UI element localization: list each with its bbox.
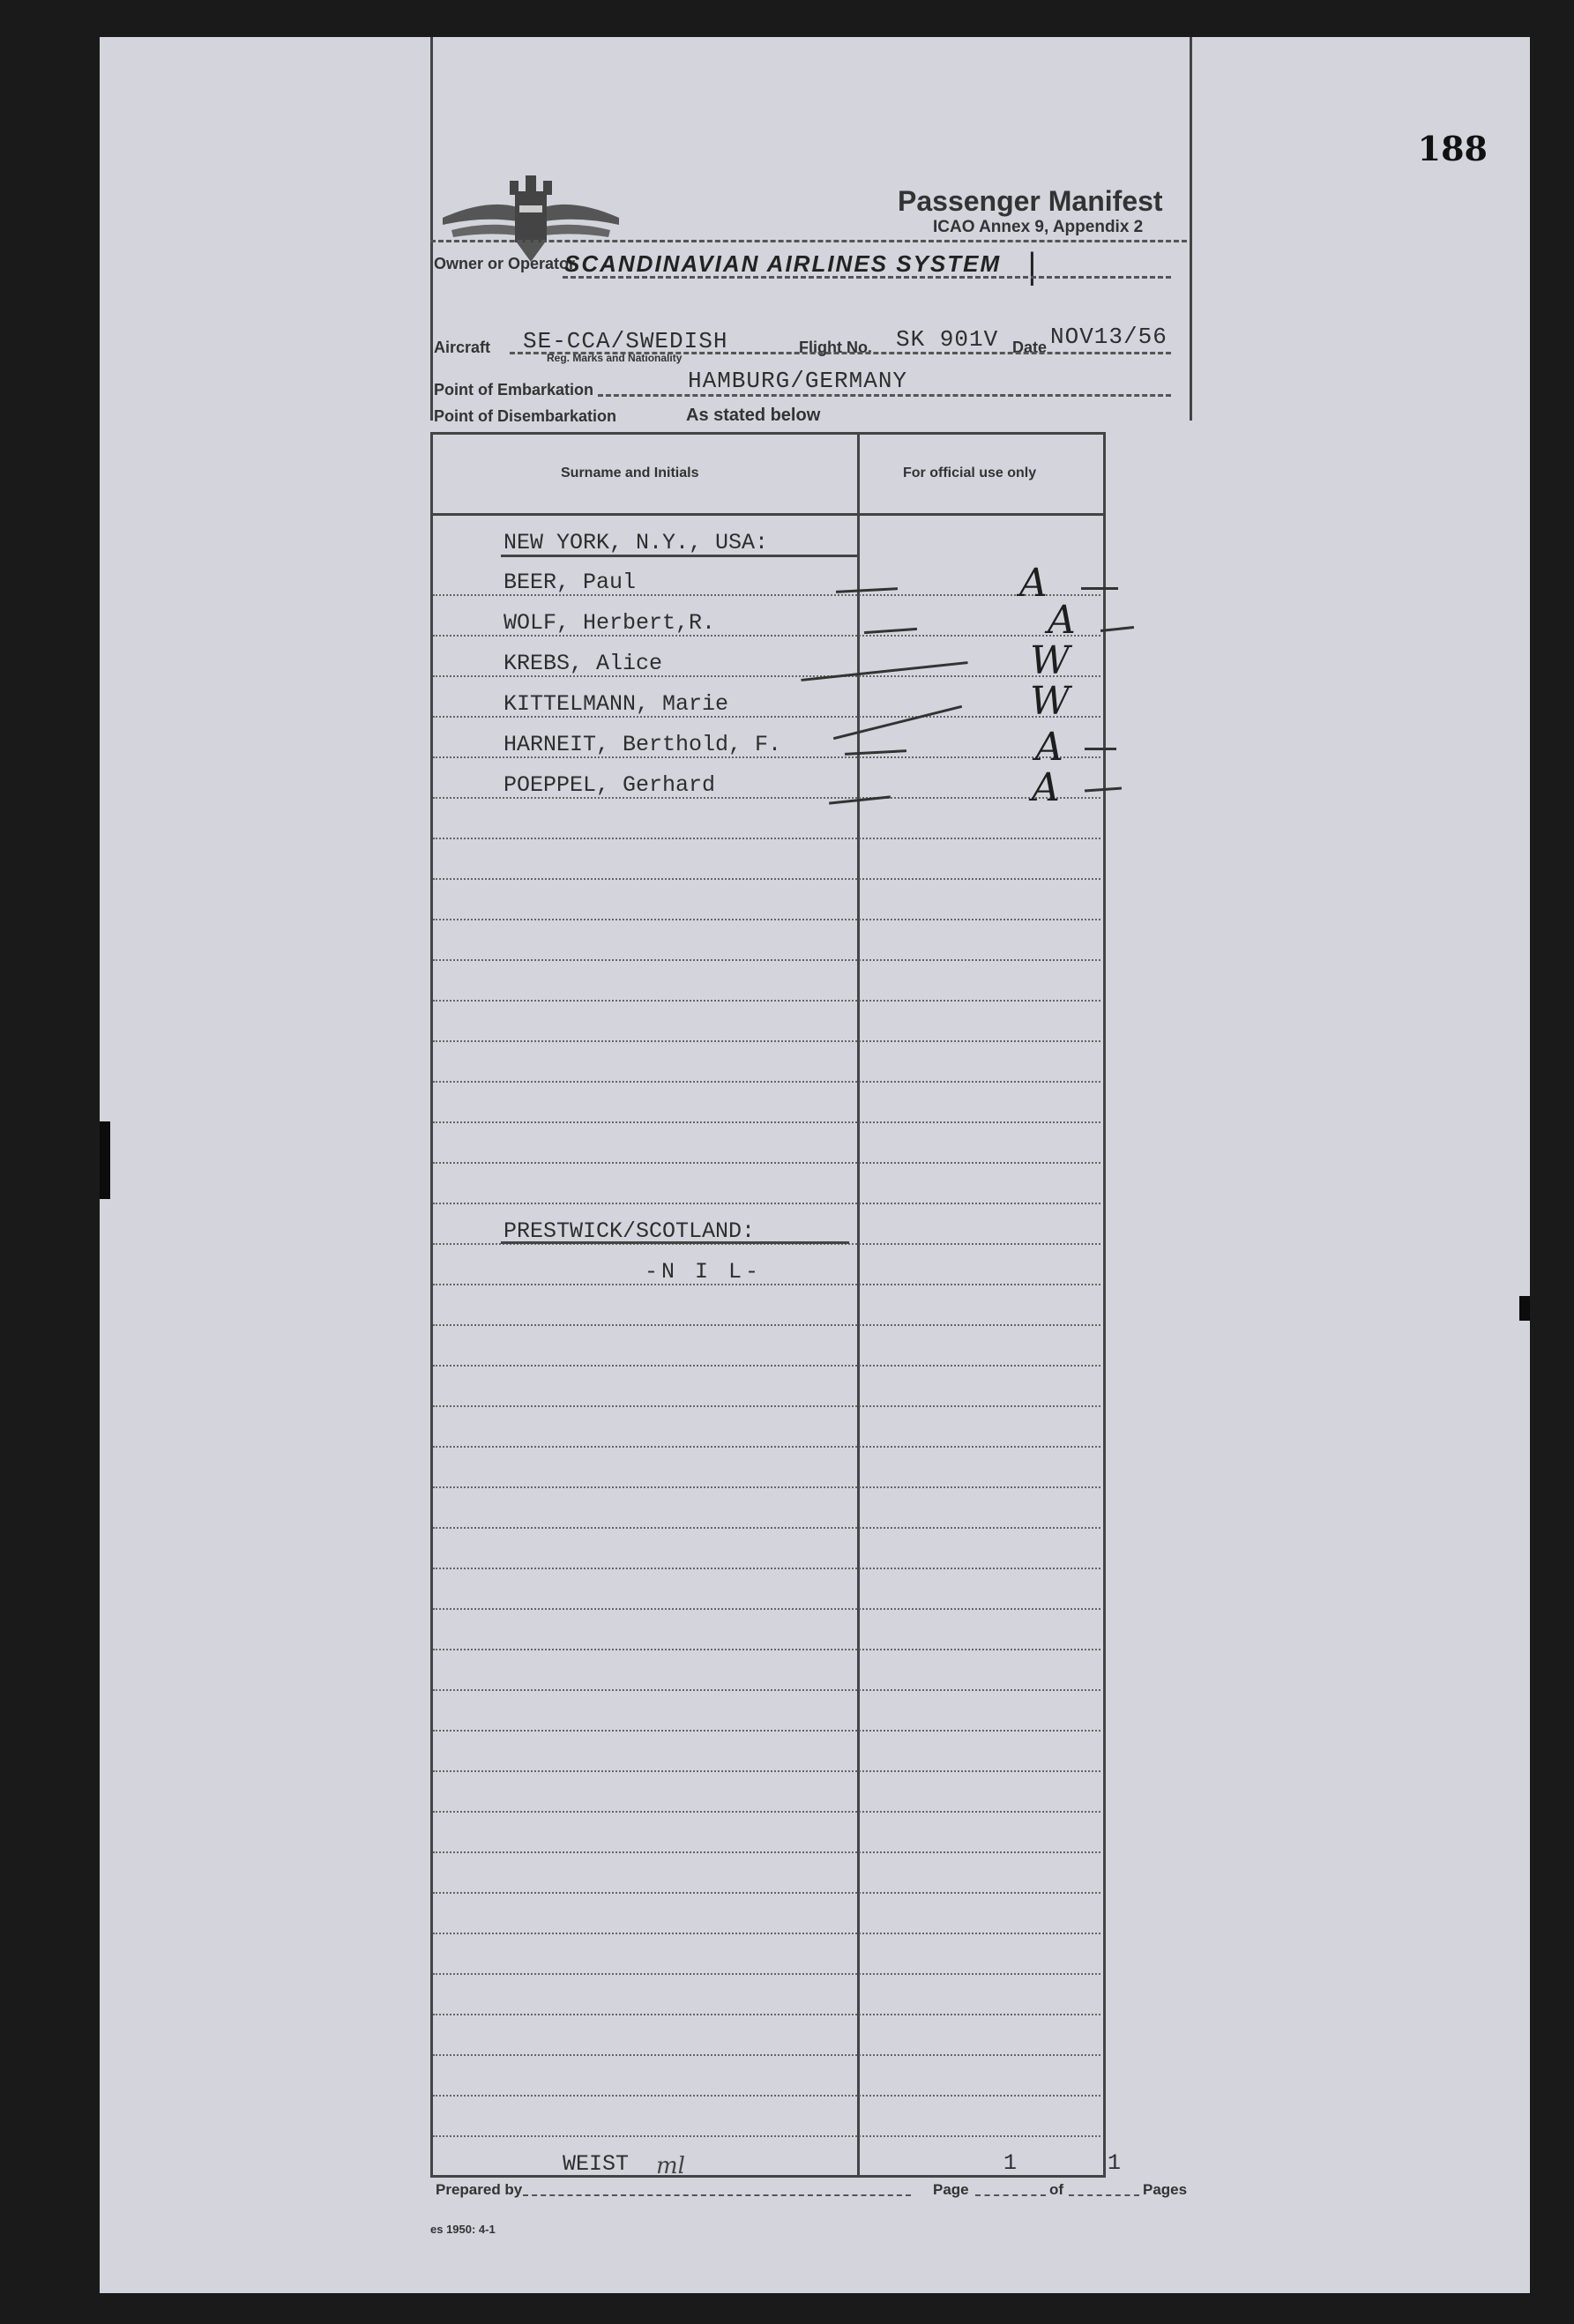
official-mark: A [1035, 725, 1063, 770]
column-divider [857, 432, 860, 2175]
prepared-by-label: Prepared by [436, 2181, 523, 2198]
prepared-by-rule [523, 2194, 911, 2196]
official-dash [1085, 748, 1116, 750]
table-row-line [433, 1649, 1100, 1650]
footer-rule [430, 2175, 1103, 2178]
manifest-title: Passenger Manifest [898, 185, 1163, 217]
of-value: 1 [1108, 2150, 1122, 2176]
page-value: 1 [1003, 2150, 1018, 2176]
table-row-line [433, 878, 1100, 880]
passenger-name: KITTELMANN, Marie [504, 691, 729, 717]
table-row-line [433, 1892, 1100, 1894]
table-row-line [433, 919, 1100, 920]
official-mark: W [1030, 638, 1070, 683]
passenger-name: BEER, Paul [504, 570, 637, 595]
table-row-line [433, 2135, 1100, 2137]
table-row-line [433, 1527, 1100, 1529]
prepared-by-value: WEIST [563, 2151, 630, 2177]
table-row-line [433, 1568, 1100, 1569]
manifest-sheet [100, 37, 1530, 2293]
owner-tick-mark: | [1026, 247, 1038, 286]
disembark-value: As stated below [686, 406, 821, 425]
official-mark: A [1048, 598, 1076, 643]
table-row-line [433, 1730, 1100, 1732]
table-row-line [433, 1203, 1100, 1204]
group-heading-underline [501, 1241, 849, 1244]
form-code: es 1950: 4-1 [430, 2223, 496, 2236]
passenger-manifest-form [430, 37, 1294, 2293]
embark-label: Point of Embarkation [434, 381, 594, 399]
table-row-line [433, 959, 1100, 961]
official-mark: W [1030, 679, 1070, 724]
of-label: of [1049, 2181, 1064, 2198]
table-header-rule [430, 513, 1103, 516]
nil-entry: -N I L- [645, 1259, 763, 1285]
disembark-label: Point of Disembarkation [434, 407, 617, 425]
table-row-line [433, 1446, 1100, 1448]
table-row-line [433, 838, 1100, 839]
scan-edge-mark [100, 1121, 110, 1199]
group-heading-new-york: NEW YORK, N.Y., USA: [504, 530, 769, 555]
group-heading-prestwick: PRESTWICK/SCOTLAND: [504, 1218, 756, 1244]
owner-value: SCANDINAVIAN AIRLINES SYSTEM [564, 250, 1002, 277]
table-row-line [433, 1689, 1100, 1691]
table-row-line [433, 1608, 1100, 1610]
aircraft-sublabel: Reg. Marks and Nationality [547, 352, 683, 364]
owner-label: Owner or Operator [434, 255, 576, 272]
official-dash [1081, 587, 1118, 590]
flight-value: SK 901V [896, 326, 999, 353]
of-rule [1069, 2194, 1139, 2196]
official-mark: A [1032, 765, 1060, 810]
table-row-line [433, 1973, 1100, 1975]
date-label: Date [1012, 339, 1048, 356]
table-row-line [433, 1162, 1100, 1164]
pages-label: Pages [1143, 2181, 1188, 2198]
page-number: 188 [1417, 129, 1488, 168]
passenger-name: WOLF, Herbert,R. [504, 610, 716, 636]
aircraft-value: SE-CCA/SWEDISH [523, 328, 728, 354]
scan-edge-mark [1519, 1296, 1530, 1321]
table-row-line [433, 1405, 1100, 1407]
table-row-line [433, 2014, 1100, 2015]
table-row-line [433, 2095, 1100, 2097]
table-row-line [433, 1770, 1100, 1772]
table-row-line [433, 1811, 1100, 1813]
embark-rule [598, 394, 1171, 397]
page-rule [975, 2194, 1046, 2196]
table-row-line [433, 2054, 1100, 2056]
official-mark: A [1019, 561, 1048, 606]
group-heading-underline [501, 555, 857, 557]
preparer-signature: ml [656, 2153, 685, 2179]
col-name-header: Surname and Initials [561, 466, 699, 480]
flight-label: Flight No. [799, 339, 872, 356]
table-row-line [433, 1486, 1100, 1488]
passenger-name: KREBS, Alice [504, 651, 663, 676]
table-row-line [433, 1000, 1100, 1002]
table-row-line [433, 1121, 1100, 1123]
table-row-line [433, 1040, 1100, 1042]
passenger-name: HARNEIT, Berthold, F. [504, 732, 782, 757]
table-row-line [433, 1365, 1100, 1367]
table-row-line [433, 1284, 1100, 1285]
aircraft-rule [510, 352, 1171, 354]
table-row-line [433, 1081, 1100, 1083]
col-official-header: For official use only [903, 466, 1037, 480]
table-row-line [433, 1324, 1100, 1326]
table-row-line [433, 1933, 1100, 1934]
page-label: Page [933, 2181, 969, 2198]
manifest-subtitle: ICAO Annex 9, Appendix 2 [933, 218, 1144, 236]
aircraft-label: Aircraft [434, 339, 491, 356]
date-value: NOV13/56 [1050, 324, 1167, 350]
table-row-line [433, 1851, 1100, 1853]
embark-value: HAMBURG/GERMANY [688, 368, 908, 394]
passenger-name: POEPPEL, Gerhard [504, 772, 716, 798]
header-rule [430, 240, 1187, 242]
owner-rule [563, 276, 1171, 279]
